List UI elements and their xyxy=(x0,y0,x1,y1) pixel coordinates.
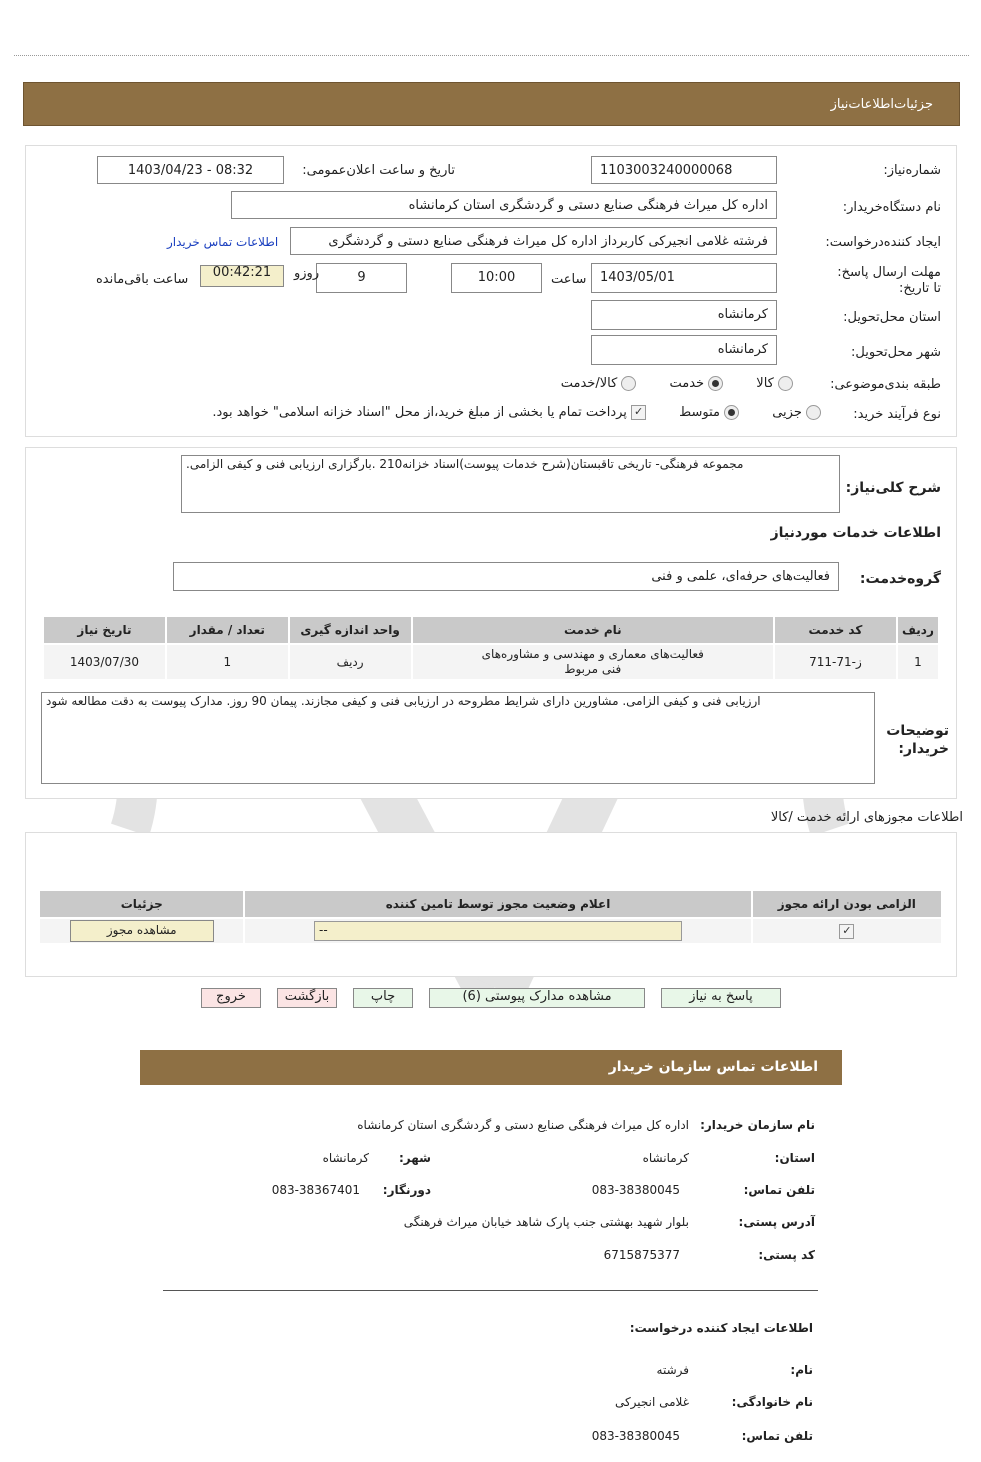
category-goods-label: کالا xyxy=(756,376,774,391)
buyer-notes-textarea: ارزیابی فنی و کیفی الزامی. مشاورین دارای شرایط مطروحه در ارزیابی فنی و کیفی مجازند. پیمان 90 روز. مدارک پیوست به دقت مطالعه شود xyxy=(41,692,875,784)
remaining-time-field: 00:42:21 xyxy=(200,265,284,287)
treasury-payment-note: پرداخت تمام یا بخشی از مبلغ خرید،از محل "اسناد خزانه اسلامی" خواهد بود. xyxy=(212,405,627,420)
attachments-button[interactable]: مشاهده مدارک پیوستی (6) xyxy=(429,988,645,1008)
table-row xyxy=(40,919,941,943)
permits-table-header xyxy=(40,891,941,917)
service-date: 1403/07/30 xyxy=(44,645,165,679)
need-number-field: 1103003240000068 xyxy=(591,156,777,184)
creator-info-title: اطلاعات ایجاد کننده درخواست: xyxy=(629,1321,813,1335)
contact-fax: 083-38367401 xyxy=(271,1183,360,1197)
category-service-label: خدمت xyxy=(669,376,705,391)
permit-status-field: -- xyxy=(314,921,682,941)
permit-required-checkbox: ✓ xyxy=(839,924,854,939)
col-code: کد خدمت xyxy=(775,617,896,643)
announce-date-field: 1403/04/23 - 08:32 xyxy=(97,156,284,184)
remaining-time-label: ساعت باقی‌مانده xyxy=(96,272,189,287)
creator-family-label: نام خانوادگی: xyxy=(731,1395,813,1409)
service-group-field: فعالیت‌های حرفه‌ای، علمی و فنی xyxy=(173,562,839,591)
contact-divider xyxy=(163,1290,818,1291)
process-medium-radio[interactable] xyxy=(724,405,739,420)
announce-date-label: تاریخ و ساعت اعلان‌عمومی: xyxy=(302,163,455,178)
col-unit: واحد اندازه گیری xyxy=(290,617,411,643)
category-both-label: کالا/خدمت xyxy=(560,376,618,391)
contact-postal-label: کد پستی: xyxy=(758,1248,815,1262)
permits-title: اطلاعات مجوزهای ارائه خدمت /کالا xyxy=(770,810,963,825)
reply-button[interactable]: پاسخ به نیاز xyxy=(661,988,781,1008)
deadline-time-field: 10:00 xyxy=(451,263,542,293)
creator-name-label: نام: xyxy=(790,1363,813,1377)
col-permit-required: الزامی بودن ارائه مجوز xyxy=(753,891,941,917)
city-field: کرمانشاه xyxy=(591,335,777,365)
contact-section-title: اطلاعات تماس سازمان خریدار xyxy=(608,1059,818,1075)
contact-org: اداره کل میراث فرهنگی صنایع دستی و گردشگری استان کرمانشاه xyxy=(357,1118,689,1132)
contact-address-label: آدرس پستی: xyxy=(738,1215,815,1229)
table-row xyxy=(44,645,938,679)
province-field: کرمانشاه xyxy=(591,300,777,330)
process-minor-label: جزیی xyxy=(772,405,802,420)
row-index: 1 xyxy=(898,645,938,679)
category-goods-radio[interactable] xyxy=(778,376,793,391)
buyer-org-field: اداره کل میراث فرهنگی صنایع دستی و گردشگری استان کرمانشاه xyxy=(231,191,777,219)
contact-section-header xyxy=(140,1050,842,1085)
exit-button[interactable]: خروج xyxy=(201,988,261,1008)
contact-phone: 083-38380045 xyxy=(591,1183,680,1197)
days-label: روزو xyxy=(294,266,320,281)
service-unit: ردیف xyxy=(290,645,411,679)
col-qty: تعداد / مقدار xyxy=(167,617,288,643)
deadline-label: مهلت ارسال پاسخ: تا تاریخ: xyxy=(837,265,941,296)
col-row: ردیف xyxy=(898,617,938,643)
creator-name: فرشته xyxy=(656,1363,689,1377)
service-group-label: گروه‌خدمت: xyxy=(859,571,941,587)
creator-label: ایجاد کننده‌درخواست: xyxy=(825,235,941,250)
contact-province: کرمانشاه xyxy=(642,1151,689,1165)
process-options xyxy=(212,405,821,420)
buyer-contact-link[interactable]: اطلاعات تماس خریدار xyxy=(167,235,279,249)
description-label: شرح کلی‌نیاز: xyxy=(845,480,941,496)
deadline-date-field: 1403/05/01 xyxy=(591,263,777,293)
need-number-label: شماره‌نیاز: xyxy=(883,163,941,178)
category-label: طبقه بندی‌موضوعی: xyxy=(830,377,941,392)
creator-field: فرشته غلامی انجیرکی کاربرداز اداره کل میراث فرهنگی صنایع دستی و گردشگری xyxy=(290,227,777,255)
service-qty: 1 xyxy=(167,645,288,679)
province-label: استان محل‌تحویل: xyxy=(843,310,941,325)
permit-details-cell xyxy=(40,919,243,943)
treasury-payment-checkbox[interactable]: ✓ xyxy=(631,405,646,420)
category-options xyxy=(561,376,793,391)
contact-phone-label: تلفن تماس: xyxy=(743,1183,815,1197)
contact-province-label: استان: xyxy=(774,1151,815,1165)
category-service-radio[interactable] xyxy=(708,376,723,391)
process-label: نوع فرآیند خرید: xyxy=(853,407,941,422)
view-permit-button[interactable]: مشاهده مجوز xyxy=(70,920,214,942)
contact-city-label: شهر: xyxy=(399,1151,431,1165)
permit-required-cell xyxy=(753,919,941,943)
contact-postal: 6715875377 xyxy=(603,1248,680,1262)
top-divider xyxy=(14,55,969,56)
back-button[interactable]: بازگشت xyxy=(277,988,337,1008)
print-button[interactable]: چاپ xyxy=(353,988,413,1008)
page-header xyxy=(23,82,960,126)
days-field: 9 xyxy=(316,263,407,293)
col-permit-details: جزئیات xyxy=(40,891,243,917)
creator-phone: 083-38380045 xyxy=(591,1429,680,1443)
city-label: شهر محل‌تحویل: xyxy=(851,345,941,360)
category-both-radio[interactable] xyxy=(621,376,636,391)
process-minor-radio[interactable] xyxy=(806,405,821,420)
col-date: تاریخ نیاز xyxy=(44,617,165,643)
contact-address: بلوار شهید بهشتی جنب پارک شاهد خیابان میراث فرهنگی xyxy=(403,1215,689,1229)
contact-city: کرمانشاه xyxy=(322,1151,369,1165)
deadline-time-label: ساعت xyxy=(551,272,587,287)
services-table xyxy=(42,615,940,681)
contact-org-label: نام سازمان خریدار: xyxy=(700,1118,815,1132)
permits-table xyxy=(38,889,943,945)
buyer-org-label: نام دستگاه‌خریدار: xyxy=(842,200,941,215)
service-code: ز-71-711 xyxy=(775,645,896,679)
description-textarea: مجموعه فرهنگی- تاریخی تاقبستان(شرح خدمات پیوست)اسناد خزانه210 .بارگزاری ارزیابی فنی و کیفی الزامی. xyxy=(181,455,840,513)
contact-fax-label: دورنگار: xyxy=(382,1183,431,1197)
creator-phone-label: تلفن تماس: xyxy=(741,1429,813,1443)
buyer-notes-label: توضیحات خریدار: xyxy=(886,723,949,757)
creator-family: غلامی انجیرکی xyxy=(614,1395,689,1409)
page-title: جزئیات‌اطلاعات‌نیاز xyxy=(830,97,933,112)
permit-status-cell xyxy=(245,919,750,943)
services-table-header xyxy=(44,617,938,643)
col-name: نام خدمت xyxy=(413,617,773,643)
services-title: اطلاعات خدمات مورد‌نیاز xyxy=(770,525,941,541)
process-medium-label: متوسط xyxy=(679,405,720,420)
service-name: فعالیت‌های معماری و مهندسی و مشاوره‌های فنی مربوط xyxy=(413,645,773,679)
col-permit-status: اعلام وضعیت مجوز توسط تامین کننده xyxy=(245,891,750,917)
